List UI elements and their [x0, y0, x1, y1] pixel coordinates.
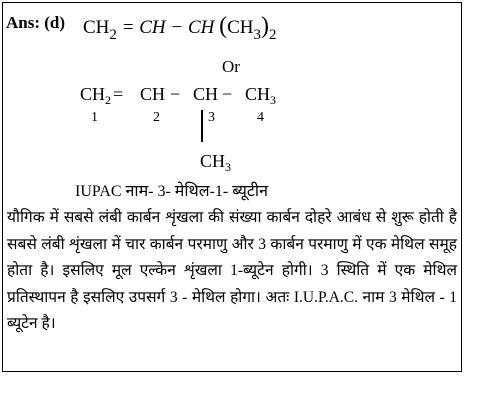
formula-ch2: CH	[83, 17, 110, 38]
structure-single-bond-2: −	[222, 84, 233, 104]
structure-carbon-1: $CH_2$	[80, 84, 112, 107]
structure-double-bond: =	[113, 84, 124, 104]
formula-middle: = CH − CH	[116, 17, 220, 38]
carbon-number-3: 3	[208, 110, 215, 125]
branch-bond-line	[201, 110, 203, 142]
formula-paren-close: )	[261, 13, 269, 39]
formula-ch3-subscript: 3	[253, 27, 261, 43]
formula-ch2-subscript: 2	[109, 27, 117, 43]
condensed-formula	[83, 13, 277, 44]
structure-single-bond-1: −	[170, 84, 181, 104]
formula-outer-subscript: 2	[269, 27, 277, 43]
explanation-paragraph: यौगिक में सबसे लंबी कार्बन शृंखला की संख्या कार्बन दोहरे आबंध से शुरू होती है सबसे लंबी शृंखला में चार कार्बन परमाणु और 3 कार्बन परमाणु में एक मेथिल समूह होता है। इसलिए मूल एल्केन शृंखला 1-ब्यूटेन होगी। 3 स्थिति में एक मेथिल प्रतिस्थापन है इसलिए उपसर्ग 3 - मेथिल होगा। अतः I.U.P.A.C. नाम 3 मेथिल - 1 ब्यूटेन है।	[7, 209, 457, 332]
carbon-number-1: 1	[91, 110, 98, 125]
structure-carbon-4: $CH_3$	[245, 84, 277, 107]
formula-paren-open: (	[219, 13, 228, 39]
structure-carbon-2: CH	[140, 84, 166, 104]
structure-carbon-3: CH	[193, 84, 219, 104]
methyl-branch: $CH_3$	[200, 151, 232, 174]
carbon-number-2: 2	[153, 110, 160, 125]
formula-ch3: CH	[227, 17, 254, 38]
or-text: Or	[222, 57, 240, 76]
carbon-number-4: 4	[257, 110, 264, 125]
answer-label: Ans: (d)	[6, 13, 66, 32]
iupac-name: IUPAC नाम- 3- मेथिल-1- ब्यूटीन	[75, 183, 268, 200]
